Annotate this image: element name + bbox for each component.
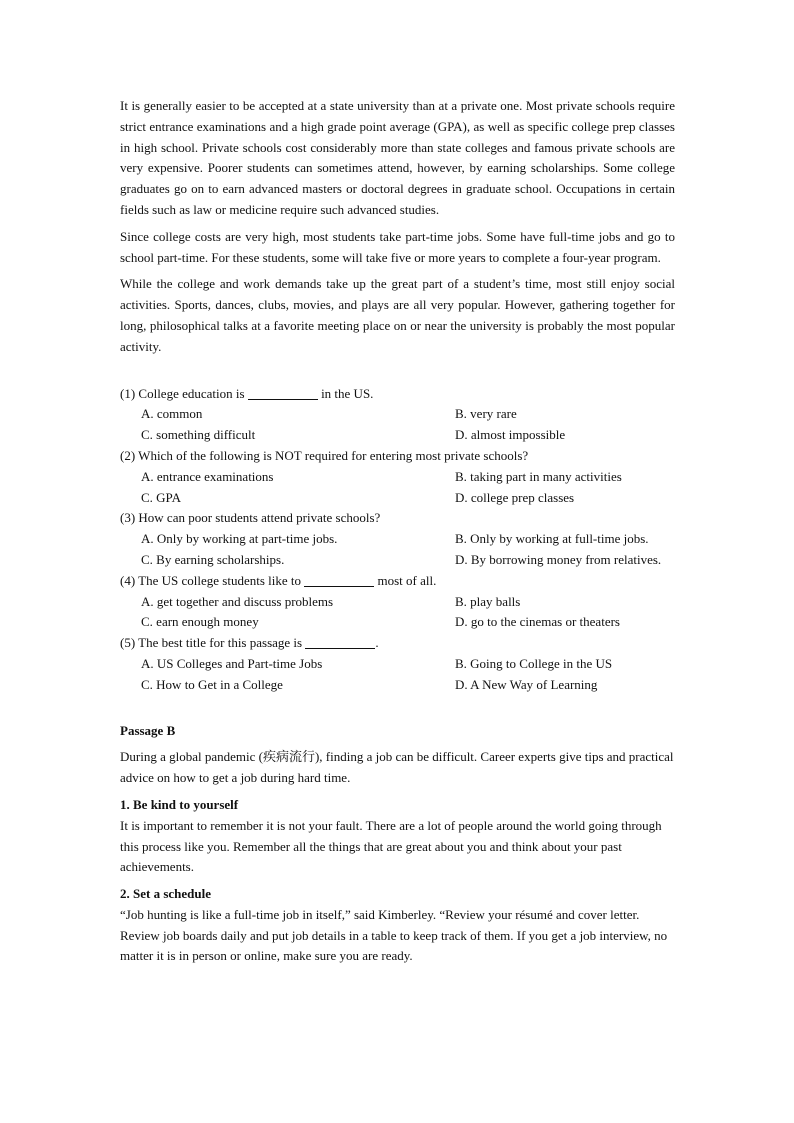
question-4-stem-before: (4) The US college students like to bbox=[120, 572, 305, 588]
question-5-option-d: D. A New Way of Learning bbox=[455, 676, 598, 692]
question-5-option-b: B. Going to College in the US bbox=[455, 655, 613, 671]
passage-b-title: Passage B bbox=[120, 722, 176, 738]
question-2-stem: (2) Which of the following is NOT required for entering most private schools? bbox=[120, 447, 529, 463]
question-1-option-a: A. common bbox=[141, 406, 203, 422]
question-2-option-d: D. college prep classes bbox=[455, 489, 575, 505]
answer-blank bbox=[305, 634, 375, 649]
question-4-option-c: C. earn enough money bbox=[141, 614, 259, 630]
question-2-options bbox=[120, 467, 675, 509]
question-4-option-a: A. get together and discuss problems bbox=[141, 593, 334, 609]
question-1 bbox=[120, 384, 675, 446]
question-2 bbox=[120, 446, 675, 508]
passage-a-paragraph-1: It is generally easier to be accepted at a state university than at a private one. Most private schools require strict entrance examinations and a high grade point average (GPA), as well as specific college prep classes in high school. Private schools cost considerably more than state colleges and famous private schools are very expensive. Poorer students can sometimes attend, however, by earning scholarships. Some college graduates go on to earn advanced masters or doctoral degrees in graduate school. Occupations in certain fields such as law or medicine require such advanced studies. bbox=[120, 98, 675, 217]
answer-blank bbox=[304, 572, 374, 587]
question-1-option-b: B. very rare bbox=[455, 406, 517, 422]
question-1-option-c: C. something difficult bbox=[141, 427, 256, 443]
question-4-stem-after: most of all. bbox=[374, 572, 437, 588]
question-2-option-b: B. taking part in many activities bbox=[455, 468, 622, 484]
passage-a bbox=[120, 96, 675, 358]
question-1-options bbox=[120, 404, 675, 446]
section-1-heading: 1. Be kind to yourself bbox=[120, 796, 239, 812]
question-1-stem-before: (1) College education is bbox=[120, 385, 248, 401]
question-4-options bbox=[120, 592, 675, 634]
section-2-text: “Job hunting is like a full-time job in itself,” said Kimberley. “Review your résumé and cover letter. Review job boards daily and put job details in a table to keep track of them. If you get a job interview, no matter it is in person or online, make sure you are ready. bbox=[120, 906, 668, 964]
question-4-option-b: B. play balls bbox=[455, 593, 521, 609]
passage-a-paragraph-2: Since college costs are very high, most students take part-time jobs. Some have full-time jobs and go to school part-time. For these students, some will take five or more years to complete a four-year program. bbox=[120, 228, 675, 265]
question-list bbox=[120, 384, 675, 696]
question-5-stem bbox=[120, 633, 675, 654]
question-5-options bbox=[120, 654, 675, 696]
question-1-stem-after: in the US. bbox=[317, 385, 374, 401]
question-1-stem bbox=[120, 384, 675, 405]
answer-blank bbox=[248, 385, 318, 400]
question-4-option-d: D. go to the cinemas or theaters bbox=[455, 614, 620, 630]
question-5-option-a: A. US Colleges and Part-time Jobs bbox=[141, 655, 323, 671]
question-2-option-c: C. GPA bbox=[141, 489, 181, 505]
document-content bbox=[120, 96, 675, 967]
question-3-option-c: C. By earning scholarships. bbox=[141, 551, 285, 567]
question-5-option-c: C. How to Get in a College bbox=[141, 676, 283, 692]
section-1-text: It is important to remember it is not your fault. There are a lot of people around the world going through this process like you. Remember all the things that are great about you and think about your past achievements. bbox=[120, 817, 662, 875]
question-3-options bbox=[120, 529, 675, 571]
passage-a-paragraph-3: While the college and work demands take up the great part of a student’s time, most still enjoy social activities. Sports, dances, clubs, movies, and plays are all very popular. However, gathering together for long, philosophical talks at a favorite meeting place on or near the university is probably the most popular activity. bbox=[120, 276, 675, 354]
question-5 bbox=[120, 633, 675, 695]
question-4-stem bbox=[120, 571, 675, 592]
passage-b bbox=[120, 721, 675, 968]
question-3-option-d: D. By borrowing money from relatives. bbox=[455, 551, 662, 567]
question-3 bbox=[120, 508, 675, 570]
question-5-stem-before: (5) The best title for this passage is bbox=[120, 635, 306, 651]
section-2-heading: 2. Set a schedule bbox=[120, 886, 211, 902]
question-5-stem-after: . bbox=[375, 635, 379, 651]
passage-b-intro: During a global pandemic (疾病流行), finding a job can be difficult. Career experts give tips and practical advice on how to get a job during hard time. bbox=[120, 749, 674, 786]
question-3-option-a: A. Only by working at part-time jobs. bbox=[141, 531, 338, 547]
question-3-stem: (3) How can poor students attend private schools? bbox=[120, 510, 381, 526]
question-1-option-d: D. almost impossible bbox=[455, 427, 566, 443]
question-2-option-a: A. entrance examinations bbox=[141, 468, 274, 484]
question-4 bbox=[120, 571, 675, 633]
question-3-option-b: B. Only by working at full-time jobs. bbox=[455, 531, 649, 547]
